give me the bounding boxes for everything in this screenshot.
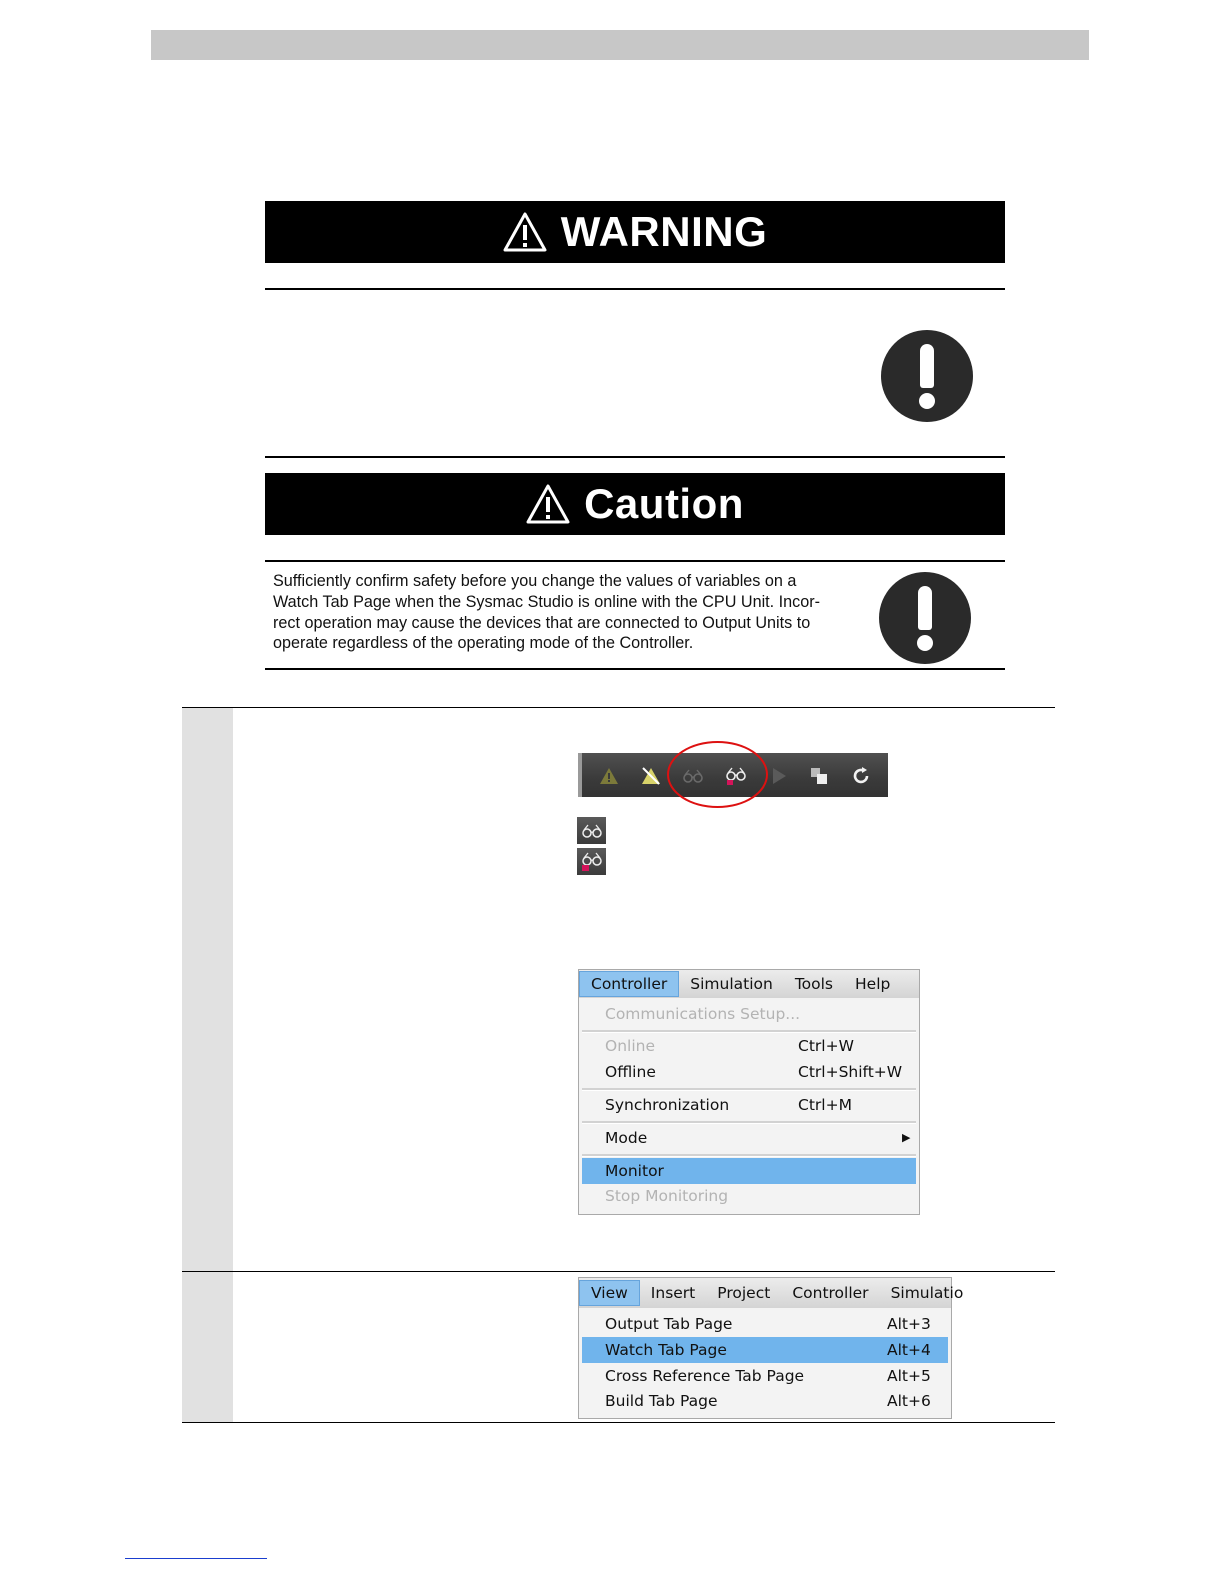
caution-line: operate regardless of the operating mode of the Controller. [273,634,694,653]
menu-item-stop-monitoring[interactable]: Stop Monitoring [605,1187,729,1205]
step-1-number-cell [182,708,233,1271]
menu-item-mode[interactable]: Mode ▶ [582,1125,916,1151]
copy-icon[interactable] [808,765,830,787]
caution-line: rect operation may cause the devices that are connected to Output Units to [273,613,811,632]
caution-banner [265,473,1005,535]
warning-bottom-rule [265,456,1005,458]
menu-item-synchronization[interactable]: Synchronization Ctrl+M [582,1092,916,1118]
shortcut: Alt+6 [887,1392,931,1410]
highlight-oval [667,741,768,808]
menu-item-cross-reference-tab-page[interactable]: Cross Reference Tab Page Alt+5 [582,1363,948,1389]
controller-menu [578,969,920,1215]
warning-triangle-icon [503,210,547,254]
shortcut: Alt+5 [887,1367,931,1385]
footer-link-rule [125,1558,267,1559]
menu-item-offline[interactable]: Offline Ctrl+Shift+W [582,1059,916,1085]
shortcut: Alt+4 [887,1341,931,1359]
caution-line: Sufficiently confirm safety before you change the values of variables on a [273,572,797,590]
menu-tools[interactable]: Tools [794,975,834,993]
warning-title: WARNING [560,208,768,255]
caution-bottom-rule [265,668,1005,670]
caution-top-rule [265,560,1005,562]
menu-help[interactable]: Help [855,975,891,993]
warning-triangle-icon [526,482,570,526]
menu-item-monitor[interactable]: Monitor [582,1158,916,1184]
menu-item-output-tab-page[interactable]: Output Tab Page Alt+3 [582,1311,948,1337]
submenu-arrow-icon: ▶ [902,1131,911,1144]
menu-simulation[interactable]: Simulatio [890,1284,964,1302]
warning-banner [265,201,1005,263]
menu-item-watch-tab-page[interactable]: Watch Tab Page Alt+4 [582,1337,948,1363]
step-2-number-cell [182,1272,233,1422]
shortcut: Ctrl+W [798,1037,854,1055]
monitor-on-icon [577,848,606,875]
menu-item-build-tab-page[interactable]: Build Tab Page Alt+6 [582,1388,948,1414]
menu-item-communications-setup[interactable]: Communications Setup... [605,1005,801,1023]
caution-title: Caution [584,480,744,527]
shortcut: Alt+3 [887,1315,931,1333]
menu-controller[interactable]: Controller [792,1284,869,1302]
menu-item-online[interactable]: Online Ctrl+W [582,1033,916,1059]
menu-bar [579,1278,964,1308]
view-menu [578,1277,964,1419]
monitor-off-icon [577,817,606,844]
menu-insert[interactable]: Insert [650,1284,696,1302]
mandatory-action-icon [879,572,971,664]
header-bar [151,30,1089,60]
play-icon[interactable] [768,765,790,787]
menu-simulation[interactable]: Simulation [690,975,773,993]
shortcut: Ctrl+Shift+W [798,1063,903,1081]
menu-bar [579,970,919,998]
menu-project[interactable]: Project [717,1284,771,1302]
shortcut: Ctrl+M [798,1096,852,1114]
menu-controller[interactable]: Controller [579,971,679,997]
menu-view[interactable]: View [579,1280,640,1306]
warning-top-rule [265,288,1005,290]
warning-off-icon[interactable] [640,765,662,787]
caution-text [273,571,853,654]
caution-line: Watch Tab Page when the Sysmac Studio is online with the CPU Unit. Incor- [273,592,821,611]
warning-icon[interactable] [598,765,620,787]
refresh-icon[interactable] [850,765,872,787]
mandatory-action-icon [881,330,973,422]
